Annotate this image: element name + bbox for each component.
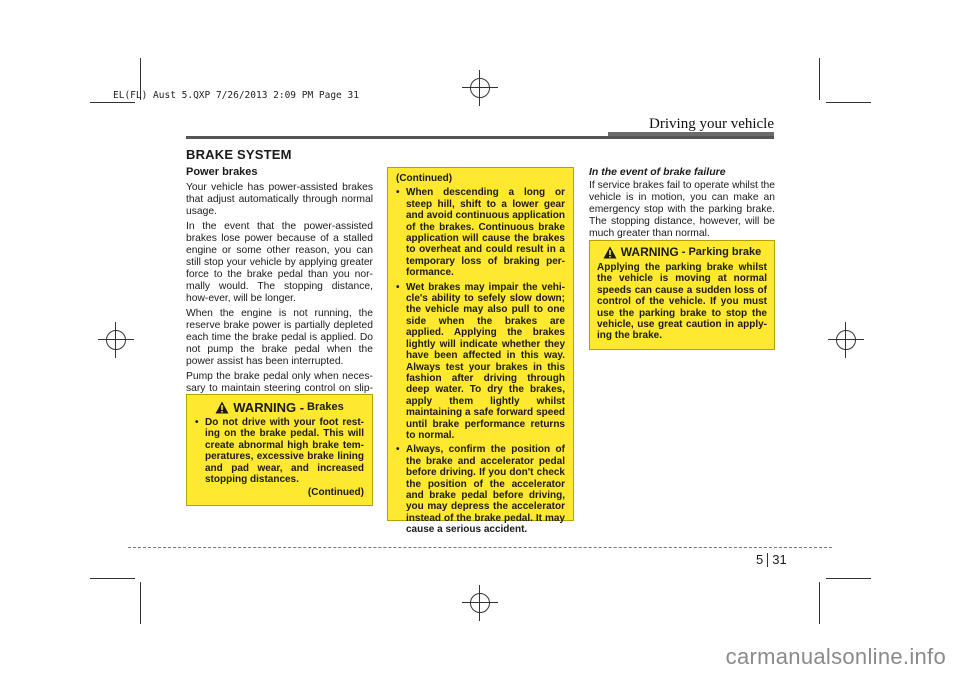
continued-label: (Continued) xyxy=(396,173,453,184)
page-number-divider xyxy=(767,553,768,567)
page-number-value: 31 xyxy=(772,552,787,567)
paragraph: When the engine is not running, the reserve brake power is partially depleted each time the brake pedal is applied. Do not pump the brake pedal when the power assist has been interrupted. xyxy=(186,308,373,367)
warning-subtitle: Brakes xyxy=(307,400,344,413)
continued-label: (Continued) xyxy=(307,487,364,499)
paragraph: Pump the brake pedal only when neces-sary to maintain steering control on slip- xyxy=(186,371,373,394)
power-brakes-heading: Power brakes xyxy=(186,166,258,178)
warning-bullets xyxy=(195,417,364,485)
registration-mark xyxy=(98,322,134,358)
warning-title xyxy=(597,246,767,259)
footer-rule xyxy=(128,547,832,548)
list-item: • Always, confirm the position of the brake and accelerator pedal before driving. If you don't check the position of the accelerator and brake pedal before driving, you may depress the accelerator instead of the brake pedal. It may cause a serious accident. xyxy=(396,444,565,535)
power-brakes-section xyxy=(186,166,373,410)
brake-failure-heading: In the event of brake failure xyxy=(589,166,726,178)
registration-mark xyxy=(462,585,498,621)
warning-triangle-icon xyxy=(603,246,617,259)
warning-parking-brake-box xyxy=(589,240,775,350)
section-title: BRAKE SYSTEM xyxy=(186,147,292,162)
crop-mark xyxy=(140,582,141,624)
list-item: • Do not drive with your foot rest-ing on the brake pedal. This will create abnormal high brake tem-peratures, excessive brake lining and pad wear, and increased stopping distances. xyxy=(195,417,364,485)
chapter-number: 5 xyxy=(756,552,764,567)
paragraph: In the event that the power-assisted brakes lose power because of a stalled engine or some other reason, you can still stop your vehicle by applying greater force to the brake pedal than you nor-mally would. The stopping distance, how-ever, will be longer. xyxy=(186,221,373,304)
header-rule-accent xyxy=(608,132,774,136)
paragraph: If service brakes fail to operate whilst the vehicle is in motion, you can make an emergency stop with the parking brake. The stopping distance, however, will be much greater than normal. xyxy=(589,180,776,239)
crop-mark xyxy=(826,102,871,103)
registration-mark xyxy=(462,70,498,106)
warning-brakes-box xyxy=(186,394,373,506)
watermark: carmanualsonline.info xyxy=(725,644,946,669)
paragraph: Your vehicle has power-assisted brakes that adjust automatically through normal usage. xyxy=(186,182,373,217)
warning-triangle-icon xyxy=(215,401,229,414)
running-header: Driving your vehicle xyxy=(649,116,774,132)
warning-body: Applying the parking brake whilst the vehicle is moving at normal speeds can cause a sudden loss of control of the vehicle. If you must use the parking brake to stop the vehicle, use great caution in apply-ing the brake. xyxy=(597,262,767,342)
brake-failure-section xyxy=(589,166,775,240)
warning-subtitle: - Parking brake xyxy=(681,245,762,258)
warning-title xyxy=(195,401,364,414)
crop-mark xyxy=(819,582,820,624)
page-number xyxy=(756,552,787,567)
registration-mark xyxy=(828,322,864,358)
warning-brakes-continued-box xyxy=(387,167,574,536)
crop-mark xyxy=(90,102,135,103)
print-slug: EL(FL) Aust 5.QXP 7/26/2013 2:09 PM Page 31 xyxy=(113,90,359,101)
warning-label: WARNING - xyxy=(233,399,305,415)
list-item: • Wet brakes may impair the vehi-cle's ability to sefely slow down; the vehicle may also pull to one side when the brakes are applied. Applying the brakes lightly will indicate whether they have been affected in this way. Always test your brakes in this fashion after driving through deep water. To dry the brakes, apply them lightly whilst maintaining a safe forward speed until brake performance returns to normal. xyxy=(396,282,565,442)
warning-label: WARNING xyxy=(620,244,679,259)
crop-mark xyxy=(819,58,820,100)
list-item: • When descending a long or steep hill, shift to a lower gear and avoid continuous application of the brakes. Continuous brake application will cause the brakes to overheat and could result in a temporary loss of braking per-formance. xyxy=(396,187,565,278)
warning-bullets xyxy=(396,187,565,535)
header-rule xyxy=(186,136,774,139)
crop-mark xyxy=(90,578,135,579)
crop-mark xyxy=(826,578,871,579)
